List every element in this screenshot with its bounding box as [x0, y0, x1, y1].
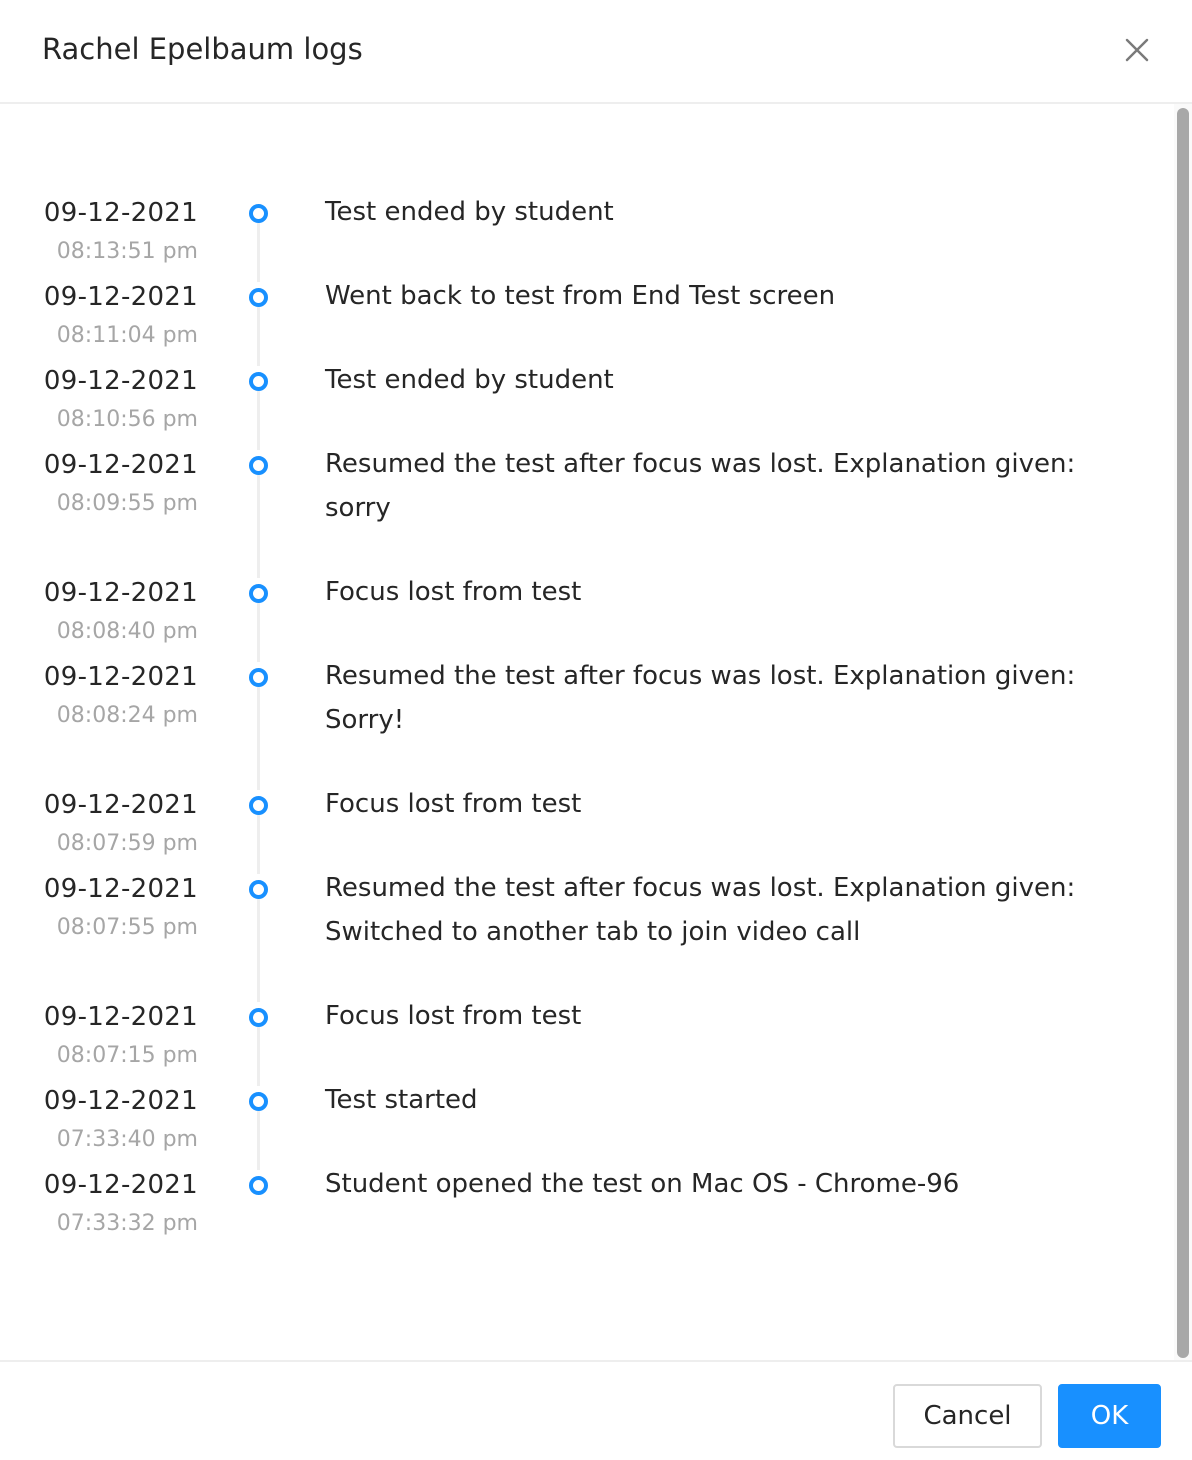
log-entry	[0, 770, 1170, 854]
log-entry	[0, 642, 1170, 770]
log-message-line: Resumed the test after focus was lost. Explanation given:	[325, 873, 1076, 903]
log-date: 09-12-2021	[43, 662, 198, 692]
log-message-line: Resumed the test after focus was lost. Explanation given:	[325, 661, 1076, 691]
modal-header	[0, 0, 1192, 104]
log-message	[325, 190, 1085, 234]
log-entry	[0, 178, 1170, 262]
log-entry	[0, 854, 1170, 982]
log-time: 08:07:15 pm	[56, 1043, 198, 1068]
log-message	[325, 274, 1085, 318]
log-message	[325, 866, 1085, 954]
log-time: 08:07:55 pm	[56, 915, 198, 940]
timeline-dot-icon	[249, 1092, 268, 1111]
log-message-line: Went back to test from End Test screen	[325, 281, 836, 311]
timeline-dot-icon	[249, 668, 268, 687]
log-entry	[0, 558, 1170, 642]
timeline-dot-icon	[249, 288, 268, 307]
log-date: 09-12-2021	[43, 790, 198, 820]
log-message-line: Switched to another tab to join video call	[325, 917, 861, 947]
log-time: 08:08:40 pm	[56, 619, 198, 644]
log-entry	[0, 982, 1170, 1066]
log-time: 07:33:32 pm	[56, 1211, 198, 1236]
log-time: 08:10:56 pm	[56, 407, 198, 432]
timeline-dot-icon	[249, 1176, 268, 1195]
log-time: 08:09:55 pm	[56, 491, 198, 516]
log-entry	[0, 1066, 1170, 1150]
log-date: 09-12-2021	[43, 198, 198, 228]
log-time: 07:33:40 pm	[56, 1127, 198, 1152]
log-message-line: Focus lost from test	[325, 577, 582, 607]
ok-button[interactable]: OK	[1058, 1384, 1161, 1448]
log-message	[325, 654, 1085, 742]
log-entry	[0, 346, 1170, 430]
log-message-line: Student opened the test on Mac OS - Chrome-96	[325, 1169, 960, 1199]
modal-body	[0, 104, 1192, 1360]
log-message-line: sorry	[325, 493, 391, 523]
timeline-dot-icon	[249, 456, 268, 475]
log-message-line: Focus lost from test	[325, 1001, 582, 1031]
log-message	[325, 358, 1085, 402]
log-message	[325, 442, 1085, 530]
log-time: 08:13:51 pm	[56, 239, 198, 264]
close-x-icon	[1125, 38, 1149, 62]
log-message-line: Sorry!	[325, 705, 405, 735]
log-date: 09-12-2021	[43, 282, 198, 312]
log-entry	[0, 430, 1170, 558]
close-button[interactable]	[1117, 30, 1157, 70]
timeline-dot-icon	[249, 1008, 268, 1027]
log-date: 09-12-2021	[43, 1086, 198, 1116]
log-timeline	[0, 178, 1170, 1234]
modal-footer	[0, 1360, 1192, 1460]
log-time: 08:11:04 pm	[56, 323, 198, 348]
timeline-dot-icon	[249, 372, 268, 391]
log-time: 08:07:59 pm	[56, 831, 198, 856]
timeline-dot-icon	[249, 796, 268, 815]
timeline-dot-icon	[249, 204, 268, 223]
log-message	[325, 1162, 1085, 1206]
cancel-button[interactable]: Cancel	[893, 1384, 1042, 1448]
log-date: 09-12-2021	[43, 366, 198, 396]
log-message	[325, 570, 1085, 614]
log-message	[325, 994, 1085, 1038]
log-time: 08:08:24 pm	[56, 703, 198, 728]
log-date: 09-12-2021	[43, 578, 198, 608]
scrollbar-thumb[interactable]	[1177, 108, 1189, 1358]
timeline-dot-icon	[249, 584, 268, 603]
log-message	[325, 782, 1085, 826]
modal-title: Rachel Epelbaum logs	[42, 32, 363, 66]
log-message-line: Test started	[325, 1085, 478, 1115]
scrollbar[interactable]	[1174, 104, 1192, 1360]
timeline-dot-icon	[249, 880, 268, 899]
log-date: 09-12-2021	[43, 874, 198, 904]
log-message-line: Focus lost from test	[325, 789, 582, 819]
log-date: 09-12-2021	[43, 1002, 198, 1032]
log-message-line: Resumed the test after focus was lost. Explanation given:	[325, 449, 1076, 479]
log-date: 09-12-2021	[43, 450, 198, 480]
log-message	[325, 1078, 1085, 1122]
log-entry	[0, 1150, 1170, 1234]
log-date: 09-12-2021	[43, 1170, 198, 1200]
log-message-line: Test ended by student	[325, 197, 614, 227]
log-entry	[0, 262, 1170, 346]
log-message-line: Test ended by student	[325, 365, 614, 395]
